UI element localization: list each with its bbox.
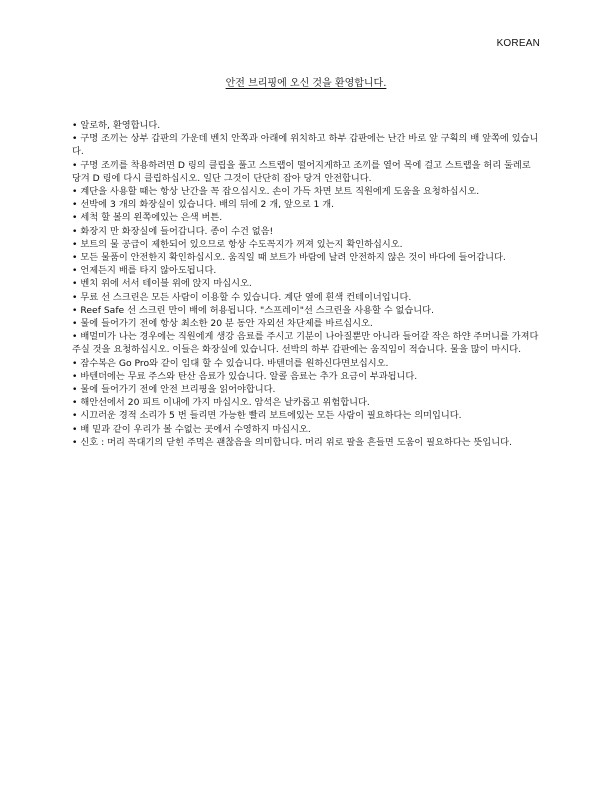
bullet-item bbox=[72, 423, 542, 436]
bullet-item bbox=[72, 357, 542, 370]
bullet-text: 신호 : 머리 꼭대기의 닫힌 주먹은 괜찮음을 의미합니다. 머리 위로 팔을 흔들면 도움이 필요하다는 뜻입니다. bbox=[80, 436, 512, 448]
bullet-mark: • bbox=[72, 212, 78, 224]
bullet-item bbox=[72, 251, 542, 264]
bullet-mark: • bbox=[72, 423, 78, 435]
bullet-mark: • bbox=[72, 265, 78, 277]
bullet-text: 구명 조끼를 착용하려면 D 링의 클립을 풀고 스트랩이 떨어지게하고 조끼를 열어 목에 걸고 스트랩을 허리 둘레로 당겨 D 링에 다시 클립하십시오. 일단 그것이 단단히 잡아 당겨 안전합니다. bbox=[72, 159, 531, 184]
bullet-item bbox=[72, 409, 542, 422]
bullet-mark: • bbox=[72, 436, 78, 448]
bullet-text: 알로하, 환영합니다. bbox=[80, 120, 161, 131]
bullet-mark: • bbox=[72, 318, 78, 330]
bullet-item bbox=[72, 370, 542, 383]
bullet-item bbox=[72, 291, 542, 304]
bullet-mark: • bbox=[72, 291, 78, 303]
bullet-mark: • bbox=[72, 133, 78, 145]
safety-bullet-list bbox=[72, 119, 542, 449]
bullet-text: 시끄러운 경적 소리가 5 번 들리면 가능한 빨리 보트에있는 모든 사람이 필요하다는 의미입니다. bbox=[80, 410, 462, 422]
bullet-mark: • bbox=[72, 331, 78, 343]
bullet-mark: • bbox=[72, 397, 78, 409]
bullet-item bbox=[72, 277, 542, 290]
bullet-mark: • bbox=[72, 384, 78, 396]
bullet-mark: • bbox=[72, 186, 78, 198]
language-label: KOREAN bbox=[496, 38, 540, 49]
page-title: 안전 브리핑에 오신 것을 환영합니다. bbox=[225, 78, 387, 89]
bullet-mark: • bbox=[72, 199, 78, 211]
bullet-text: 계단을 사용할 때는 항상 난간을 꼭 잡으십시오. 손이 가득 차면 보트 직원에게 도움을 요청하십시오. bbox=[80, 186, 480, 198]
bullet-item bbox=[72, 211, 542, 224]
bullet-item bbox=[72, 317, 542, 330]
bullet-item bbox=[72, 304, 542, 317]
bullet-text: 잠수복은 Go Pro와 같이 임대 할 수 있습니다. 바텐더를 원하신다면보십시오. bbox=[80, 357, 389, 369]
bullet-mark: • bbox=[72, 252, 78, 264]
bullet-item bbox=[72, 238, 542, 251]
bullet-text: 바텐더에는 무료 주스와 탄산 음료가 있습니다. 알콜 음료는 추가 요금이 부과됩니다. bbox=[80, 370, 418, 382]
bullet-text: 배멀미가 나는 경우에는 직원에게 생강 음료를 주시고 기분이 나아질뿐만 아니라 들어갈 작은 하얀 주머니를 가져다 주실 것을 요청하십시오. 이들은 화장실에 있습니다. 선박의 하부 갑판에는 움직임이 적습니다. 물을 많이 마시다. bbox=[72, 331, 539, 356]
bullet-mark: • bbox=[72, 357, 78, 369]
bullet-text: 물에 들어가기 전에 안전 브리핑을 읽어야합니다. bbox=[80, 384, 276, 396]
bullet-text: 무료 선 스크린은 모든 사람이 이용할 수 있습니다. 계단 옆에 흰색 컨테이너입니다. bbox=[80, 291, 412, 303]
bullet-item bbox=[72, 159, 542, 185]
bullet-mark: • bbox=[72, 159, 78, 171]
bullet-text: 선박에 3 개의 화장실이 있습니다. 배의 뒤에 2 개, 앞으로 1 개. bbox=[80, 199, 335, 211]
bullet-text: 물에 들어가기 전에 항상 최소한 20 분 동안 자외선 차단제를 바르십시오. bbox=[80, 318, 373, 330]
bullet-text: 보트의 물 공급이 제한되어 있으므로 항상 수도꼭지가 꺼져 있는지 확인하십시오. bbox=[80, 238, 403, 250]
bullet-item bbox=[72, 185, 542, 198]
bullet-text: 해안선에서 20 피트 이내에 가지 마십시오. 암석은 날카롭고 위험합니다. bbox=[80, 397, 370, 409]
bullet-item bbox=[72, 264, 542, 277]
bullet-mark: • bbox=[72, 304, 78, 316]
bullet-item bbox=[72, 383, 542, 396]
bullet-text: Reef Safe 선 스크린 만이 배에 허용됩니다. "스프레이"선 스크린을 사용할 수 없습니다. bbox=[80, 304, 434, 316]
bullet-mark: • bbox=[72, 410, 78, 422]
bullet-item bbox=[72, 436, 542, 449]
bullet-mark: • bbox=[72, 238, 78, 250]
bullet-item bbox=[72, 132, 542, 158]
bullet-item bbox=[72, 225, 542, 238]
bullet-text: 벤치 위에 서서 테이블 위에 앉지 마십시오. bbox=[80, 278, 252, 290]
bullet-text: 세척 할 볼의 왼쪽에있는 은색 버튼. bbox=[80, 212, 223, 224]
bullet-item bbox=[72, 330, 542, 356]
bullet-item bbox=[72, 198, 542, 211]
bullet-item bbox=[72, 396, 542, 409]
bullet-item bbox=[72, 119, 542, 132]
bullet-text: 모든 물품이 안전한지 확인하십시오. 움직일 때 보트가 바람에 날려 안전하지 않은 것이 바다에 들어갑니다. bbox=[80, 252, 506, 264]
bullet-mark: • bbox=[72, 370, 78, 382]
bullet-text: 구명 조끼는 상부 갑판의 가운데 벤치 안쪽과 아래에 위치하고 하부 갑판에는 난간 바로 앞 구획의 배 앞쪽에 있습니다. bbox=[72, 133, 539, 158]
bullet-text: 배 밑과 같이 우리가 볼 수없는 곳에서 수영하지 마십시오. bbox=[80, 423, 311, 435]
bullet-mark: • bbox=[72, 225, 78, 237]
bullet-text: 화장지 만 화장실에 들어갑니다. 종이 수건 없음! bbox=[80, 225, 274, 237]
bullet-text: 언제든지 배를 타지 않아도됩니다. bbox=[80, 265, 217, 277]
bullet-mark: • bbox=[72, 120, 78, 131]
bullet-mark: • bbox=[72, 278, 78, 290]
